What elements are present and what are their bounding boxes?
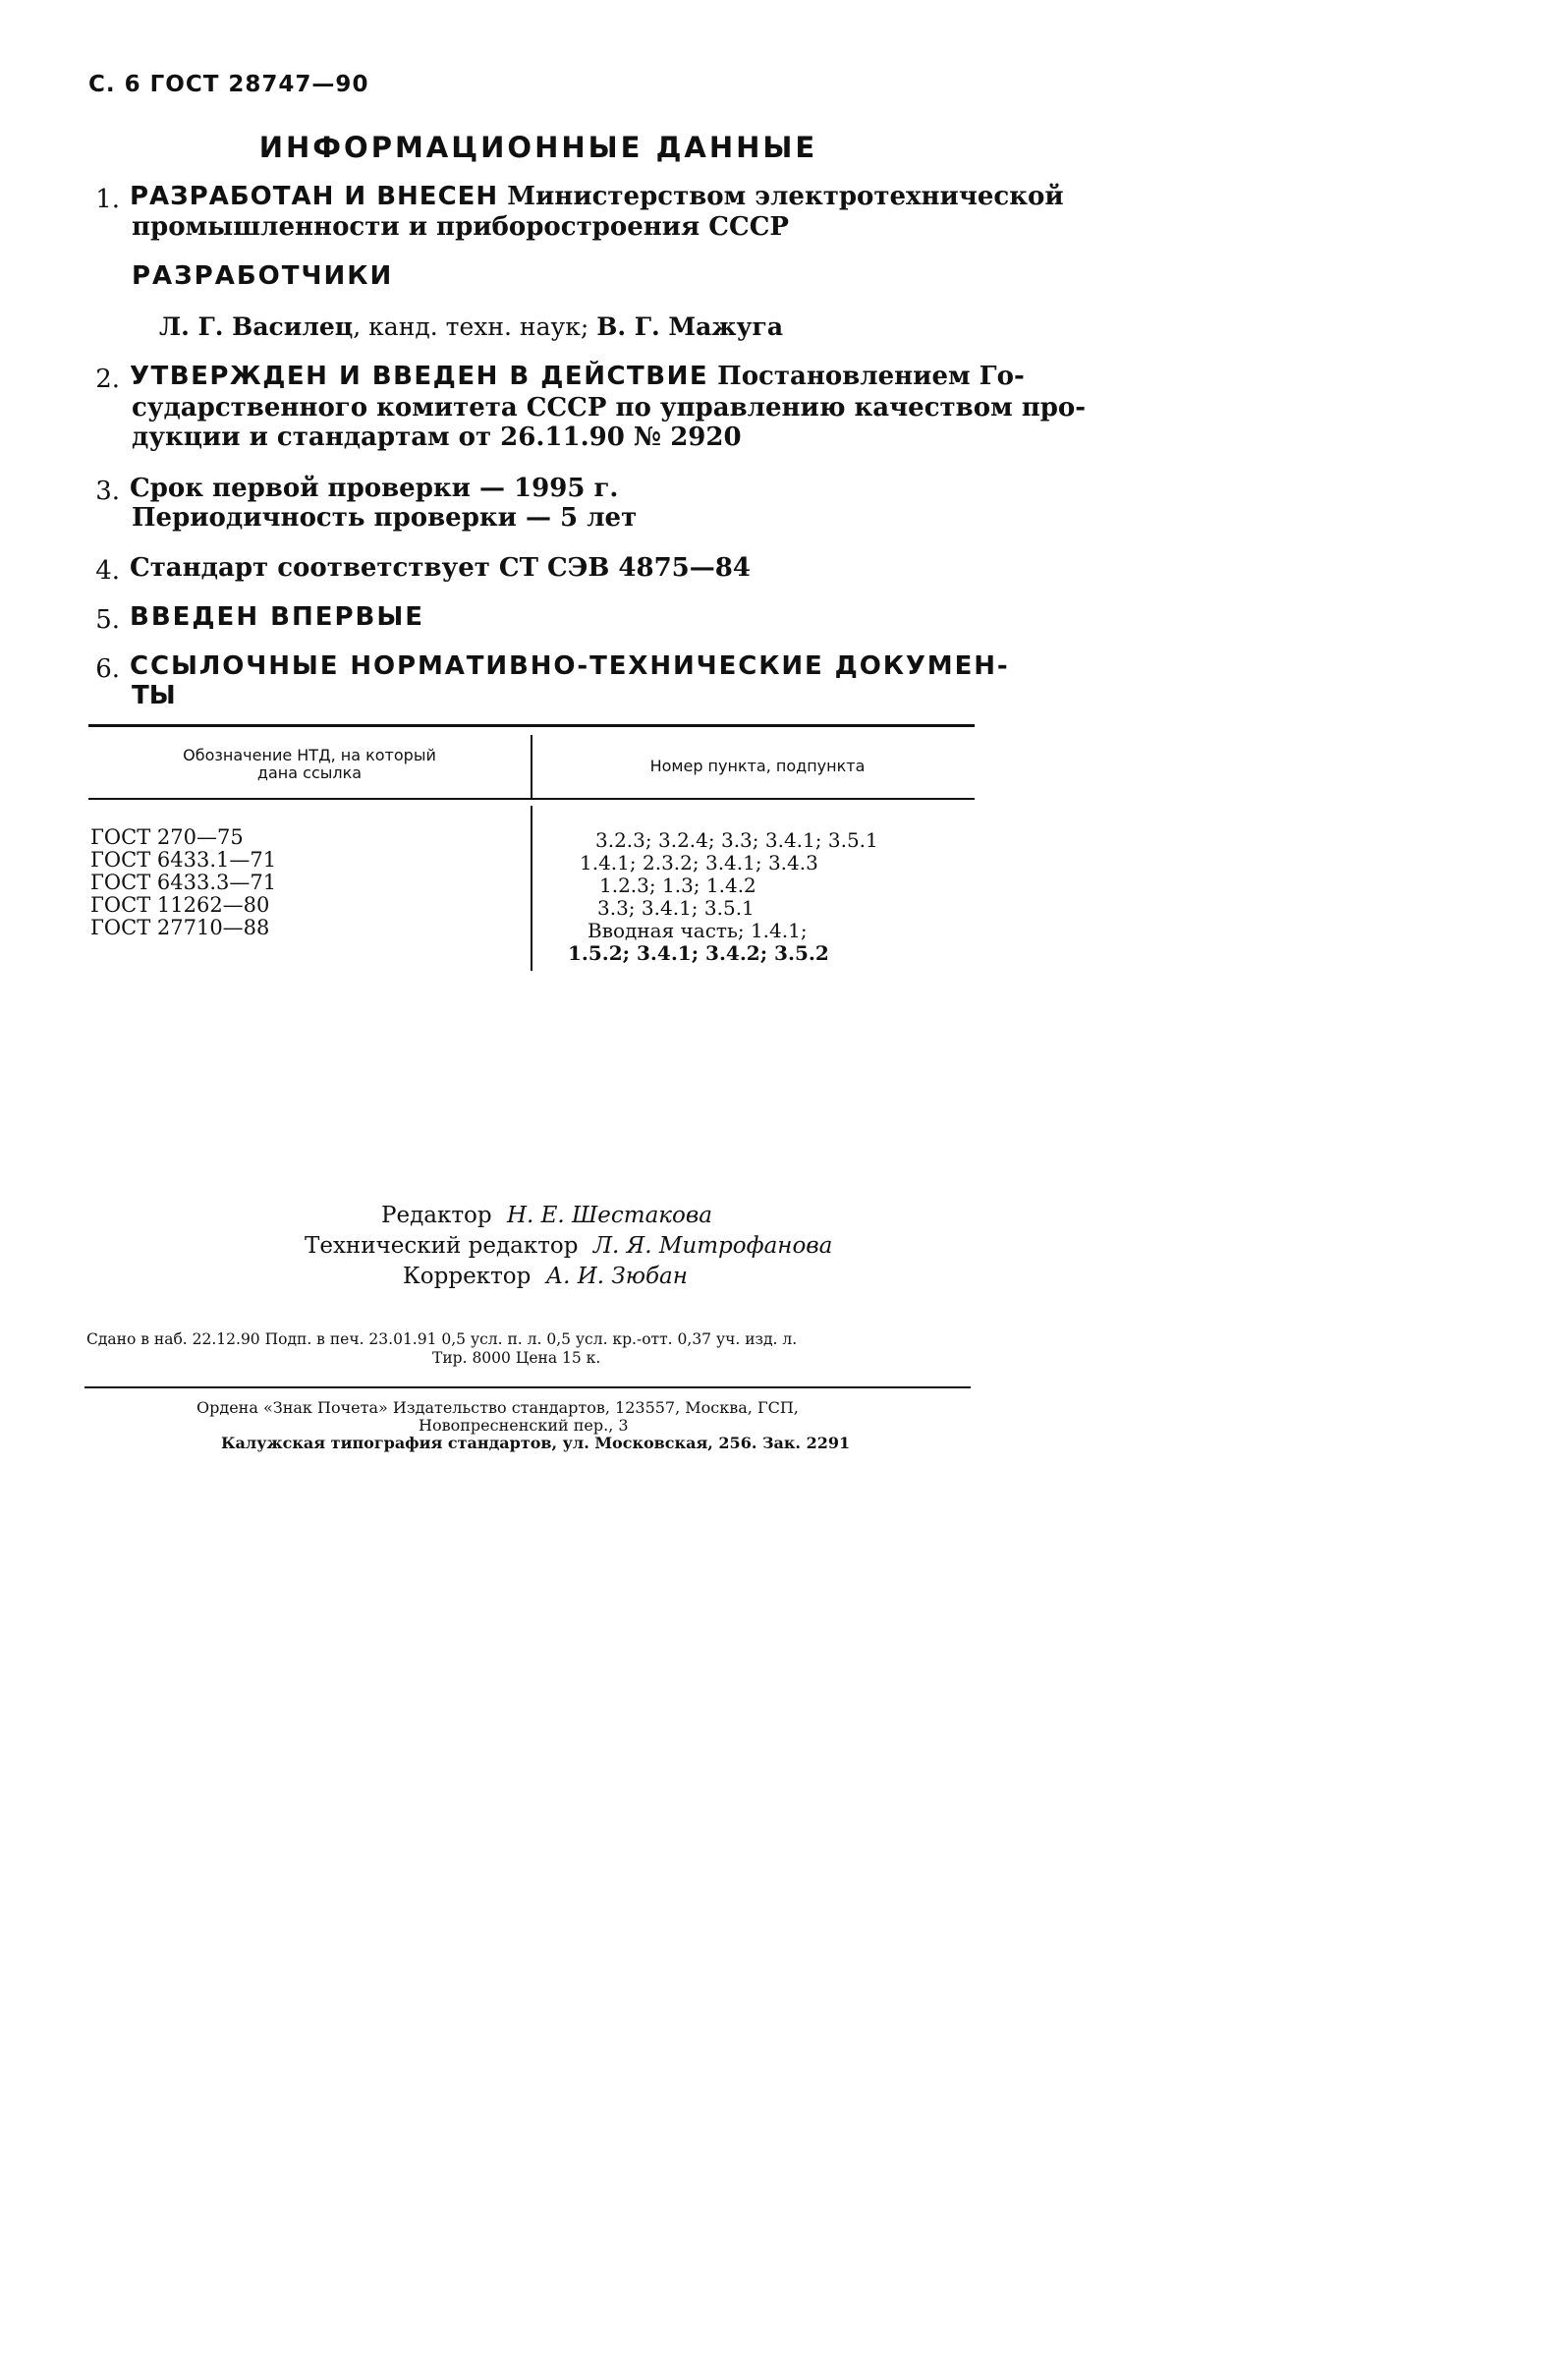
table-row xyxy=(90,849,276,872)
developer-1-degree: , канд. техн. наук; xyxy=(353,312,597,341)
item-2-lead: УТВЕРЖДЕН И ВВЕДЕН В ДЕЙСТВИЕ xyxy=(130,362,709,391)
item-2-number: 2. xyxy=(95,365,120,394)
item-3-line-1: Срок первой проверки — 1995 г. xyxy=(130,474,619,503)
table-row xyxy=(90,826,244,849)
item-6-line-2: ТЫ xyxy=(132,681,176,710)
table-cell-refs: 1.2.3; 1.3; 1.4.2 xyxy=(599,874,756,897)
imprint-line-2: Тир. 8000 Цена 15 к. xyxy=(432,1349,601,1367)
editor-label: Редактор xyxy=(381,1203,492,1228)
tech-editor-name: Л. Я. Митрофанова xyxy=(592,1233,833,1259)
table-cell-doc: ГОСТ 6433.1—71 xyxy=(90,848,277,872)
item-1-lead: РАЗРАБОТАН И ВНЕСЕН xyxy=(130,182,499,211)
developers-list xyxy=(159,312,783,341)
page-title: ИНФОРМАЦИОННЫЕ ДАННЫЕ xyxy=(258,131,818,164)
table-cell-refs: 1.4.1; 2.3.2; 3.4.1; 3.4.3 xyxy=(580,851,818,874)
item-1-line-2: промышленности и приборостроения СССР xyxy=(132,212,789,242)
item-2-line-2: сударственного комитета СССР по управлению качеством про- xyxy=(132,393,1087,423)
table-cell-doc: ГОСТ 270—75 xyxy=(90,825,244,849)
table-row xyxy=(90,917,269,939)
corrector-label: Корректор xyxy=(403,1264,532,1289)
item-4-number: 4. xyxy=(95,556,120,586)
editor-credit xyxy=(381,1203,712,1228)
page-reference: С. 6 ГОСТ 28747—90 xyxy=(88,72,369,97)
developers-heading: РАЗРАБОТЧИКИ xyxy=(132,261,394,291)
table-cell-refs-continuation: 1.5.2; 3.4.1; 3.4.2; 3.5.2 xyxy=(568,941,829,965)
developer-1-name: Л. Г. Василец xyxy=(159,312,354,341)
table-body-divider xyxy=(531,806,532,971)
table-row xyxy=(90,894,269,917)
footer-rule xyxy=(84,1386,971,1388)
publisher-line-3: Калужская типография стандартов, ул. Московская, 256. Зак. 2291 xyxy=(221,1434,851,1452)
table-col-2-header: Номер пункта, подпункта xyxy=(649,757,866,775)
publisher-line-1: Ордена «Знак Почета» Издательство стандартов, 123557, Москва, ГСП, xyxy=(196,1398,799,1417)
corrector-name: А. И. Зюбан xyxy=(545,1264,688,1289)
table-cell-doc: ГОСТ 6433.3—71 xyxy=(90,871,277,894)
item-5-text: ВВЕДЕН ВПЕРВЫЕ xyxy=(130,602,425,632)
tech-editor-label: Технический редактор xyxy=(305,1233,579,1259)
table-cell-refs: Вводная часть; 1.4.1; xyxy=(588,919,808,942)
item-1-text-1: Министерством электротехнической xyxy=(498,182,1064,211)
table-cell-doc: ГОСТ 11262—80 xyxy=(90,893,270,917)
item-3-number: 3. xyxy=(95,477,120,506)
editor-name: Н. Е. Шестакова xyxy=(506,1203,712,1228)
item-2-line-3: дукции и стандартам от 26.11.90 № 2920 xyxy=(132,423,742,452)
item-1-number: 1. xyxy=(95,185,120,214)
corrector-credit xyxy=(403,1264,688,1289)
item-2-line-1 xyxy=(130,362,1025,391)
item-6-line-1: ССЫЛОЧНЫЕ НОРМАТИВНО-ТЕХНИЧЕСКИЕ ДОКУМЕН- xyxy=(130,651,1010,681)
table-col-1-header-line-2: дана ссылка xyxy=(256,763,363,782)
table-col-1-header-line-1: Обозначение НТД, на который xyxy=(183,746,436,764)
item-2-text-1: Постановлением Го- xyxy=(708,362,1025,391)
table-cell-refs: 3.3; 3.4.1; 3.5.1 xyxy=(597,896,755,920)
table-top-rule xyxy=(88,724,975,727)
table-cell-doc: ГОСТ 27710—88 xyxy=(90,916,270,939)
item-3-line-2: Периодичность проверки — 5 лет xyxy=(132,503,638,533)
item-4-text: Стандарт соответствует СТ СЭВ 4875—84 xyxy=(130,553,751,583)
table-header-divider xyxy=(531,735,532,799)
table-cell-refs: 3.2.3; 3.2.4; 3.3; 3.4.1; 3.5.1 xyxy=(595,828,878,852)
imprint-line-1: Сдано в наб. 22.12.90 Подп. в печ. 23.01.91 0,5 усл. п. л. 0,5 усл. кр.-отт. 0,37 уч. изд. л. xyxy=(86,1330,798,1348)
publisher-line-2: Новопресненский пер., 3 xyxy=(419,1416,629,1435)
item-5-number: 5. xyxy=(95,605,120,635)
table-row xyxy=(90,872,276,894)
developer-2-name: В. Г. Мажуга xyxy=(596,312,784,341)
table-header-rule xyxy=(88,798,975,800)
item-6-number: 6. xyxy=(95,654,120,684)
item-1-line-1 xyxy=(130,182,1064,211)
tech-editor-credit xyxy=(305,1233,832,1259)
